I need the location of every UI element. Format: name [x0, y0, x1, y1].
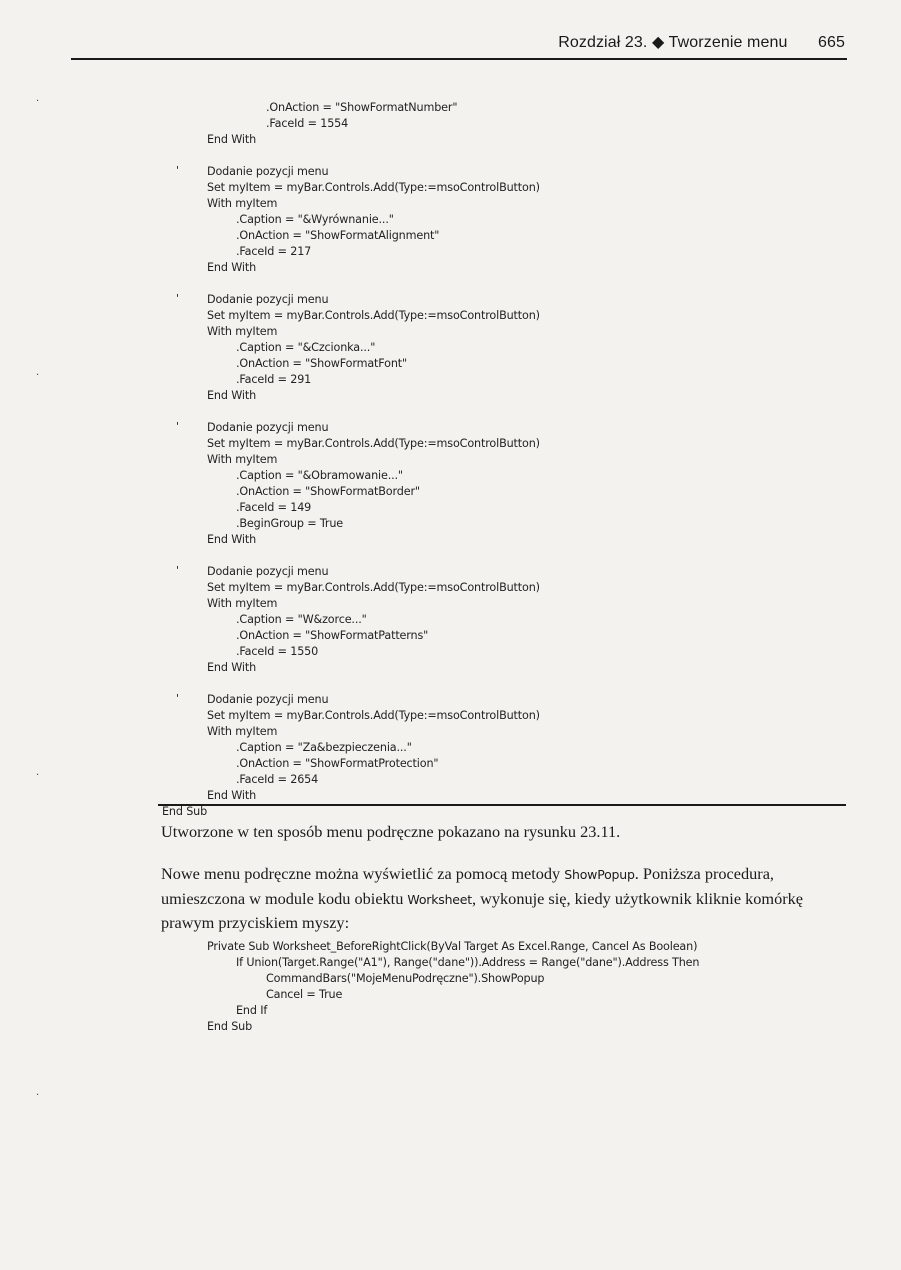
- code-blank-line: [0, 276, 901, 292]
- code-line: [0, 244, 901, 260]
- code-line: [0, 628, 901, 644]
- code-line: [0, 308, 901, 324]
- inline-code-worksheet: Worksheet: [407, 891, 472, 907]
- code-text: .OnAction = "ShowFormatBorder": [236, 485, 420, 498]
- code-text: Set myItem = myBar.Controls.Add(Type:=msoControlButton): [207, 437, 540, 450]
- code-line: [0, 436, 901, 452]
- code-text: Private Sub Worksheet_BeforeRightClick(ByVal Target As Excel.Range, Cancel As Boolean): [207, 940, 698, 953]
- code-text: Dodanie pozycji menu: [207, 165, 329, 178]
- code-text: With myItem: [207, 597, 278, 610]
- code-text: .OnAction = "ShowFormatPatterns": [236, 629, 429, 642]
- comment-marker: ': [176, 292, 179, 305]
- code-line: [0, 388, 901, 404]
- code-listing-event-handler: [0, 939, 901, 1035]
- code-line: [0, 516, 901, 532]
- comment-marker: ': [176, 164, 179, 177]
- code-line: [0, 452, 901, 468]
- code-line: [0, 971, 901, 987]
- code-line: [0, 100, 901, 116]
- code-line: [0, 484, 901, 500]
- code-line: [0, 196, 901, 212]
- code-text: .BeginGroup = True: [236, 517, 344, 530]
- code-text: .FaceId = 217: [236, 245, 312, 258]
- code-line: [0, 612, 901, 628]
- paragraph-text: , wykonuje się, kiedy użytkownik kliknie komórkę prawym przyciskiem myszy:: [161, 888, 803, 932]
- code-text: End With: [207, 261, 257, 274]
- code-line: [0, 500, 901, 516]
- code-line: [0, 939, 901, 955]
- code-text: .FaceId = 1550: [236, 645, 319, 658]
- code-line: [0, 356, 901, 372]
- scan-mark: ·: [36, 770, 40, 781]
- code-text: End With: [207, 133, 257, 146]
- code-line: [0, 596, 901, 612]
- header-rule: [71, 58, 847, 60]
- code-text: .FaceId = 149: [236, 501, 312, 514]
- code-text: With myItem: [207, 725, 278, 738]
- code-line: [0, 740, 901, 756]
- code-line: [0, 180, 901, 196]
- code-text: End With: [207, 661, 257, 674]
- code-line: [0, 955, 901, 971]
- code-comment-line: [0, 292, 901, 308]
- code-text: End Sub: [162, 805, 208, 818]
- code-line: [0, 260, 901, 276]
- code-text: .OnAction = "ShowFormatNumber": [266, 101, 458, 114]
- paragraph-showpopup: [161, 862, 849, 935]
- code-text: Set myItem = myBar.Controls.Add(Type:=msoControlButton): [207, 581, 540, 594]
- scan-mark: ·: [36, 1090, 40, 1101]
- code-line: [0, 116, 901, 132]
- code-line: [0, 772, 901, 788]
- code-text: End With: [207, 389, 257, 402]
- code-text: .OnAction = "ShowFormatAlignment": [236, 229, 440, 242]
- code-text: Set myItem = myBar.Controls.Add(Type:=msoControlButton): [207, 709, 540, 722]
- code-line: [0, 987, 901, 1003]
- code-line: [0, 372, 901, 388]
- code-blank-line: [0, 676, 901, 692]
- paragraph-text: . Poniższa procedura, umieszczona w module kodu obiektu: [161, 864, 774, 908]
- code-text: .Caption = "&Czcionka...": [236, 341, 376, 354]
- code-line: [0, 644, 901, 660]
- code-line: [0, 212, 901, 228]
- code-text: With myItem: [207, 453, 278, 466]
- code-blank-line: [0, 148, 901, 164]
- code-text: .FaceId = 291: [236, 373, 312, 386]
- code-text: .Caption = "&Wyrównanie...": [236, 213, 394, 226]
- inline-code-showpopup: ShowPopup: [564, 867, 635, 882]
- paragraph-text: Nowe menu podręczne można wyświetlić za pomocą metody: [161, 864, 565, 883]
- code-line: [0, 580, 901, 596]
- code-text: If Union(Target.Range("A1"), Range("dane")).Address = Range("dane").Address Then: [236, 956, 700, 969]
- code-text: Dodanie pozycji menu: [207, 293, 329, 306]
- code-text: Dodanie pozycji menu: [207, 565, 329, 578]
- scan-mark: ·: [36, 370, 40, 381]
- code-line: [0, 340, 901, 356]
- code-line: [0, 756, 901, 772]
- code-text: .Caption = "Za&bezpieczenia...": [236, 741, 412, 754]
- code-text: Set myItem = myBar.Controls.Add(Type:=msoControlButton): [207, 181, 540, 194]
- code-text: Set myItem = myBar.Controls.Add(Type:=msoControlButton): [207, 309, 540, 322]
- code-line: [0, 532, 901, 548]
- code-text: End Sub: [207, 1020, 253, 1033]
- code-comment-line: [0, 564, 901, 580]
- code-line: [0, 228, 901, 244]
- code-text: .Caption = "&Obramowanie...": [236, 469, 403, 482]
- comment-marker: ': [176, 692, 179, 705]
- code-text: Dodanie pozycji menu: [207, 421, 329, 434]
- code-text: With myItem: [207, 197, 278, 210]
- listing-end-rule: [158, 804, 846, 806]
- code-text: .OnAction = "ShowFormatProtection": [236, 757, 439, 770]
- code-text: End With: [207, 533, 257, 546]
- code-line: [0, 708, 901, 724]
- code-text: End With: [207, 789, 257, 802]
- code-line: [0, 788, 901, 804]
- code-line: [0, 1019, 901, 1035]
- code-line: [0, 724, 901, 740]
- code-line: [0, 660, 901, 676]
- code-line: [0, 1003, 901, 1019]
- code-line: [0, 468, 901, 484]
- code-text: With myItem: [207, 325, 278, 338]
- code-text: .FaceId = 2654: [236, 773, 319, 786]
- code-blank-line: [0, 404, 901, 420]
- code-text: CommandBars("MojeMenuPodręczne").ShowPopup: [266, 972, 545, 985]
- comment-marker: ': [176, 420, 179, 433]
- code-text: .FaceId = 1554: [266, 117, 349, 130]
- paragraph-figure-reference: Utworzone w ten sposób menu podręczne pokazano na rysunku 23.11.: [161, 822, 621, 841]
- comment-marker: ': [176, 564, 179, 577]
- code-line: [0, 324, 901, 340]
- code-line: [0, 804, 901, 820]
- code-listing: [0, 100, 901, 820]
- code-blank-line: [0, 548, 901, 564]
- scan-mark: ·: [36, 96, 40, 107]
- code-text: .OnAction = "ShowFormatFont": [236, 357, 408, 370]
- code-text: Cancel = True: [266, 988, 343, 1001]
- code-text: End If: [236, 1004, 268, 1017]
- code-comment-line: [0, 164, 901, 180]
- code-text: .Caption = "W&zorce...": [236, 613, 367, 626]
- page-number: 665: [818, 34, 845, 51]
- code-line: [0, 132, 901, 148]
- chapter-title: Rozdział 23. ◆ Tworzenie menu: [558, 34, 788, 51]
- code-text: Dodanie pozycji menu: [207, 693, 329, 706]
- running-head: [0, 32, 845, 52]
- code-comment-line: [0, 420, 901, 436]
- code-comment-line: [0, 692, 901, 708]
